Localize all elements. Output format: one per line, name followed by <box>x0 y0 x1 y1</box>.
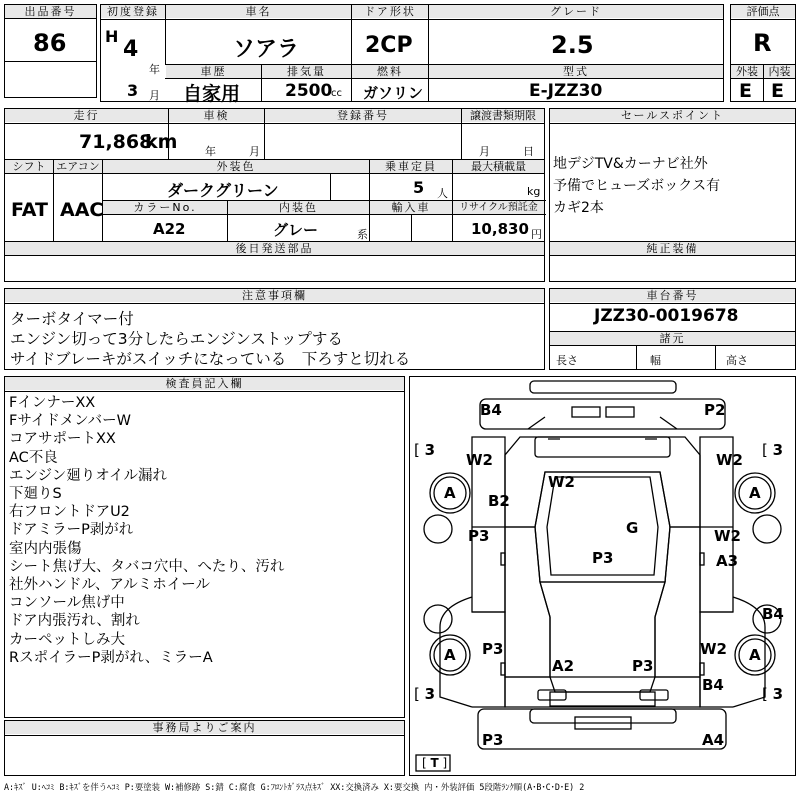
mark-p3-left: P3 <box>468 527 490 545</box>
displacement-unit: cc <box>331 88 342 99</box>
aircon-header: エアコン <box>54 160 102 173</box>
office-notes-box <box>4 720 405 776</box>
width-label: 幅 <box>650 354 661 367</box>
aircon: AAC <box>60 199 104 221</box>
mileage-header: 走行 <box>5 109 168 122</box>
inspection-year-unit: 年 <box>205 145 216 158</box>
score-box <box>730 4 796 102</box>
note-2: エンジン切って3分したらエンジンストップする <box>10 330 343 348</box>
notes-box <box>4 288 545 370</box>
notes-header: 注意事項欄 <box>5 289 544 302</box>
inspector-note: コアサポートXX <box>9 431 116 448</box>
mark-w2-roof: W2 <box>548 473 575 491</box>
capacity: 5 <box>413 178 425 197</box>
mark-w2-rear-right: W2 <box>700 640 727 658</box>
mark-p2-front-right: P2 <box>704 401 726 419</box>
door-type-header: ドア形状 <box>352 5 428 18</box>
inspector-note: シート焦げ大、タバコ穴中、へたり、汚れ <box>9 558 285 575</box>
inspector-notes-header: 検査員記入欄 <box>5 377 404 390</box>
length-label: 長さ <box>556 354 578 367</box>
mark-p3-rear-left: P3 <box>482 640 504 658</box>
exterior-score: E <box>739 80 752 102</box>
inspector-note: 室内内張傷 <box>9 540 82 557</box>
recycle-header: リサイクル預託金 <box>453 201 544 214</box>
interior-color: グレー <box>273 221 319 239</box>
mark-p3-bottom: P3 <box>482 731 504 749</box>
specs-header: 諸元 <box>550 332 795 345</box>
inspection-header: 車検 <box>169 109 264 122</box>
registration-no-header: 登録番号 <box>265 109 461 122</box>
inspector-notes-list <box>9 394 284 667</box>
first-registration-header: 初度登録 <box>101 5 165 18</box>
sales-points-header: セールスポイント <box>550 109 795 122</box>
era: H <box>105 27 119 46</box>
fuel-header: 燃料 <box>352 65 428 78</box>
mark-p3-rear-center: P3 <box>632 657 654 675</box>
mark-w2-left: W2 <box>466 451 493 469</box>
transfer-day-unit: 日 <box>523 145 534 158</box>
mark-a2: A2 <box>552 657 575 675</box>
mark-a-front-right-tire: A <box>749 484 761 502</box>
shift-header: シフト <box>5 160 53 173</box>
interior-color-header: 内装色 <box>228 201 369 214</box>
mileage: 71,868 <box>79 131 153 153</box>
details-box <box>4 108 545 282</box>
height-label: 高さ <box>726 354 748 367</box>
tire-tread-fr: [ 3 <box>762 441 784 459</box>
inspector-note: エンジン廻りオイル漏れ <box>9 467 168 484</box>
import-header: 輸入車 <box>370 201 452 214</box>
damage-legend: A:ｷｽﾞ U:ﾍｺﾐ B:ｷｽﾞを伴うﾍｺﾐ P:要塗装 W:補修跡 S:錆 C:腐食 G:ﾌﾛﾝﾄｶﾞﾗｽ点ｷｽﾞ XX:交換済み X:要交換 内・外装評価 5段階ﾗﾝｸ順(A･B･C･D･E) 2 <box>4 782 585 792</box>
sales-point-3: カギ2本 <box>553 200 604 216</box>
capacity-unit: 人 <box>437 187 448 200</box>
inspection-month-unit: 月 <box>249 145 260 158</box>
chassis-box <box>549 288 796 370</box>
mark-b4-right: B4 <box>762 605 784 623</box>
max-load-unit: kg <box>527 185 541 198</box>
capacity-header: 乗車定員 <box>370 160 452 173</box>
registration-month: 3 <box>127 81 139 100</box>
car-outline-diagram <box>410 377 795 775</box>
mark-b2: B2 <box>488 492 510 510</box>
office-notes-header: 事務局よりご案内 <box>5 721 404 734</box>
inspector-note: ドアミラーP剥がれ <box>9 522 134 539</box>
color-no: A22 <box>153 220 186 238</box>
inspector-note: FサイドメンバーW <box>9 413 132 430</box>
displacement: 2500 <box>285 81 333 101</box>
inspector-note: コンソール焦げ中 <box>9 595 125 612</box>
max-load-header: 最大積載量 <box>453 160 544 173</box>
exterior-color: ダークグリーン <box>167 181 279 200</box>
model-code-header: 型式 <box>429 65 723 78</box>
mark-g: G <box>626 519 639 537</box>
history-header: 車歴 <box>166 65 261 78</box>
mark-a-rear-left-tire: A <box>444 646 456 664</box>
inspector-note: AC不良 <box>9 449 58 466</box>
score: R <box>753 29 772 57</box>
mark-b4-front-left: B4 <box>480 401 502 419</box>
mark-w2-right: W2 <box>716 451 743 469</box>
note-3: サイドブレーキがスイッチになっている 下ろすと切れる <box>10 350 411 368</box>
mark-a4: A4 <box>702 731 725 749</box>
car-name: ソアラ <box>233 37 300 62</box>
interior-score: E <box>771 80 784 102</box>
chassis-no: JZZ30-0019678 <box>594 306 739 326</box>
exterior-header: 外装 <box>731 65 763 78</box>
interior-color-unit: 系 <box>357 228 368 241</box>
sales-points-box <box>549 108 796 282</box>
mark-b4-rear-right: B4 <box>702 676 724 694</box>
tire-tread-fl: [ 3 <box>414 441 436 459</box>
score-header: 評価点 <box>731 5 795 18</box>
inspector-note: FインナーXX <box>9 395 96 411</box>
tire-tread-rl: [ 3 <box>414 685 436 703</box>
lot-number: 86 <box>33 29 67 57</box>
recycle-unit: 円 <box>531 228 542 241</box>
inspector-note: 下廻りS <box>9 486 62 503</box>
tire-tread-rr: [ 3 <box>762 685 784 703</box>
fuel: ガソリン <box>363 84 424 102</box>
shift: FAT <box>11 199 48 221</box>
inspector-notes-box <box>4 376 405 718</box>
inspector-note: 右フロントドアU2 <box>9 504 130 521</box>
exterior-color-header: 外装色 <box>103 160 369 173</box>
history: 自家用 <box>183 83 241 105</box>
mark-p3-center: P3 <box>592 549 614 567</box>
spare-tire-label: [ T ] <box>422 756 448 770</box>
mark-a3: A3 <box>716 552 739 570</box>
sales-point-2: 予備でヒューズボックス有 <box>553 178 721 194</box>
year-unit: 年 <box>149 63 160 76</box>
mark-a-rear-right-tire: A <box>749 646 761 664</box>
standard-equipment-header: 純正装備 <box>550 242 795 255</box>
recycle: 10,830 <box>471 220 529 238</box>
grade: 2.5 <box>551 31 594 59</box>
inspector-note: 社外ハンドル、アルミホイール <box>9 577 210 594</box>
door-type: 2CP <box>365 33 413 58</box>
lot-number-header: 出品番号 <box>5 5 96 18</box>
vehicle-info-box <box>100 4 724 105</box>
model-code: E-JZZ30 <box>529 81 603 101</box>
later-parts-header: 後日発送部品 <box>5 242 544 255</box>
interior-header: 内装 <box>764 65 795 78</box>
chassis-no-header: 車台番号 <box>550 289 795 302</box>
inspector-note: ドア内張汚れ、割れ <box>9 613 140 630</box>
sales-point-1: 地デジTV&カーナビ社外 <box>553 156 708 172</box>
displacement-header: 排気量 <box>262 65 351 78</box>
note-1: ターボタイマー付 <box>10 310 134 328</box>
inspector-note: カーペットしみ大 <box>9 631 125 648</box>
mileage-unit: km <box>145 131 178 153</box>
mark-w2-right-2: W2 <box>714 527 741 545</box>
inspector-note: RスポイラーP剥がれ、ミラーA <box>9 649 213 666</box>
transfer-month-unit: 月 <box>479 145 490 158</box>
registration-year: 4 <box>123 37 139 62</box>
color-no-header: カラーNo. <box>103 201 227 214</box>
lot-number-box <box>4 4 97 98</box>
grade-header: グレード <box>429 5 723 18</box>
car-name-header: 車名 <box>166 5 351 18</box>
transfer-deadline-header: 譲渡書類期限 <box>462 109 544 122</box>
damage-diagram-box <box>409 376 796 776</box>
month-unit: 月 <box>149 89 160 102</box>
mark-a-front-left-tire: A <box>444 484 456 502</box>
